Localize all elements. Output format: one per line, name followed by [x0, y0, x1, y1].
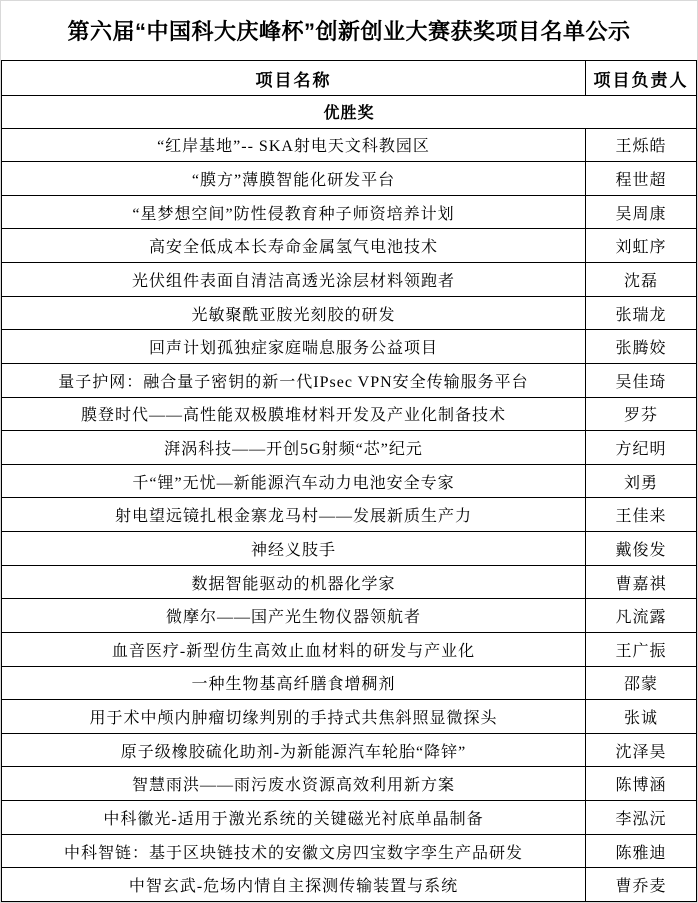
project-leader-cell: 李泓沅 — [586, 801, 697, 835]
table-row — [2, 733, 697, 767]
table-row — [2, 330, 697, 364]
table-header-row — [2, 61, 697, 96]
project-name-cell: 高安全低成本长寿命金属氢气电池技术 — [2, 229, 586, 263]
project-leader-cell: 陈雅迪 — [586, 834, 697, 868]
project-leader-cell: 吴佳琦 — [586, 363, 697, 397]
project-name-cell: 中智玄武-危场内情自主探测传输装置与系统 — [2, 868, 586, 902]
project-leader-cell: 曹乔麦 — [586, 868, 697, 902]
table-row — [2, 162, 697, 196]
project-name-cell: 神经义肢手 — [2, 532, 586, 566]
project-name-cell: 中科智链：基于区块链技术的安徽文房四宝数字孪生产品研发 — [2, 834, 586, 868]
award-section-title: 优胜奖 — [2, 96, 697, 129]
project-name-cell: “红岸基地”-- SKA射电天文科教园区 — [2, 128, 586, 162]
table-row — [2, 599, 697, 633]
table-row — [2, 801, 697, 835]
project-leader-cell: 戴俊发 — [586, 532, 697, 566]
table-row — [2, 363, 697, 397]
project-name-cell: 原子级橡胶硫化助剂-为新能源汽车轮胎“降锌” — [2, 733, 586, 767]
project-leader-cell: 吴周康 — [586, 195, 697, 229]
project-leader-cell: 凡流露 — [586, 599, 697, 633]
table-row — [2, 229, 697, 263]
table-row — [2, 296, 697, 330]
project-leader-cell: 刘虹序 — [586, 229, 697, 263]
project-leader-cell: 王佳来 — [586, 498, 697, 532]
project-name-cell: 量子护网：融合量子密钥的新一代IPsec VPN安全传输服务平台 — [2, 363, 586, 397]
project-name-cell: 微摩尔——国产光生物仪器领航者 — [2, 599, 586, 633]
project-leader-cell: 张诚 — [586, 700, 697, 734]
table-row — [2, 565, 697, 599]
project-name-cell: “星梦想空间”防性侵教育种子师资培养计划 — [2, 195, 586, 229]
table-row — [2, 464, 697, 498]
table-row — [2, 397, 697, 431]
project-name-cell: 数据智能驱动的机器化学家 — [2, 565, 586, 599]
project-leader-cell: 沈磊 — [586, 263, 697, 297]
project-name-cell: 湃涡科技——开创5G射频“芯”纪元 — [2, 431, 586, 465]
table-row — [2, 532, 697, 566]
project-name-cell: 千“锂”无忧—新能源汽车动力电池安全专家 — [2, 464, 586, 498]
column-header-project-leader: 项目负责人 — [586, 61, 697, 96]
table-body — [2, 96, 697, 902]
project-name-cell: 用于术中颅内肿瘤切缘判别的手持式共焦斜照显微探头 — [2, 700, 586, 734]
project-leader-cell: 刘勇 — [586, 464, 697, 498]
project-name-cell: 一种生物基高纤膳食增稠剂 — [2, 666, 586, 700]
table-row — [2, 767, 697, 801]
table-row — [2, 632, 697, 666]
table-row — [2, 263, 697, 297]
table-row — [2, 195, 697, 229]
project-name-cell: 回声计划孤独症家庭喘息服务公益项目 — [2, 330, 586, 364]
project-name-cell: 光敏聚酰亚胺光刻胶的研发 — [2, 296, 586, 330]
project-leader-cell: 张腾姣 — [586, 330, 697, 364]
table-row — [2, 498, 697, 532]
project-name-cell: “膜方”薄膜智能化研发平台 — [2, 162, 586, 196]
project-leader-cell: 罗芬 — [586, 397, 697, 431]
project-leader-cell: 王广振 — [586, 632, 697, 666]
project-leader-cell: 王烁皓 — [586, 128, 697, 162]
table-row — [2, 700, 697, 734]
table-row — [2, 431, 697, 465]
project-leader-cell: 曹嘉祺 — [586, 565, 697, 599]
project-leader-cell: 沈泽昊 — [586, 733, 697, 767]
project-leader-cell: 张瑞龙 — [586, 296, 697, 330]
table-row — [2, 666, 697, 700]
project-leader-cell: 陈博涵 — [586, 767, 697, 801]
project-name-cell: 中科徽光-适用于激光系统的关键磁光衬底单晶制备 — [2, 801, 586, 835]
awards-table — [1, 60, 697, 902]
project-leader-cell: 邵蒙 — [586, 666, 697, 700]
project-name-cell: 智慧雨洪——雨污废水资源高效利用新方案 — [2, 767, 586, 801]
project-leader-cell: 方纪明 — [586, 431, 697, 465]
project-name-cell: 膜登时代——高性能双极膜堆材料开发及产业化制备技术 — [2, 397, 586, 431]
table-row — [2, 868, 697, 902]
column-header-project-name: 项目名称 — [2, 61, 586, 96]
project-leader-cell: 程世超 — [586, 162, 697, 196]
award-section-row — [2, 96, 697, 129]
page-title: 第六届“中国科大庆峰杯”创新创业大赛获奖项目名单公示 — [67, 19, 631, 44]
project-name-cell: 光伏组件表面自清洁高透光涂层材料领跑者 — [2, 263, 586, 297]
project-name-cell: 射电望远镜扎根金寨龙马村——发展新质生产力 — [2, 498, 586, 532]
table-row — [2, 128, 697, 162]
project-name-cell: 血音医疗-新型仿生高效止血材料的研发与产业化 — [2, 632, 586, 666]
table-row — [2, 834, 697, 868]
